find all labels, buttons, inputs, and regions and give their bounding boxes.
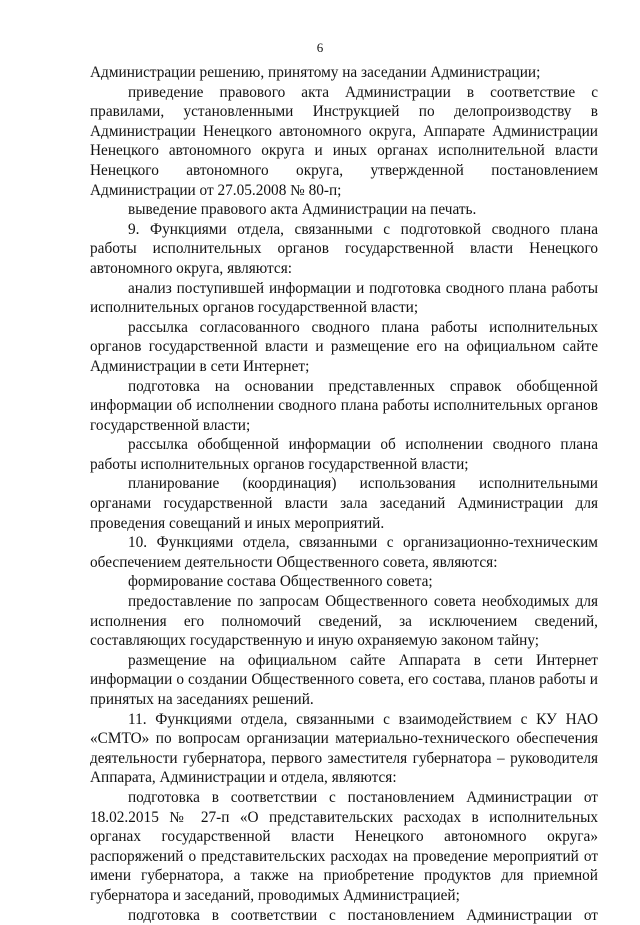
paragraph: рассылка обобщенной информации об исполнении сводного плана работы исполнительных органов государственной власти; — [90, 436, 598, 473]
page-number: 6 — [316, 40, 324, 55]
paragraph: приведение правового акта Администрации в соответствие с правилами, установленными Инструкцией по делопроизводству в Администрации Ненецкого автономного округа, Аппарате Администрации Ненецкого автономного округа и иных органах исполнительной власти Ненецкого автономного округа, утвержденной постановлением Администрации от 27.05.2008 № 80-п; — [90, 83, 598, 199]
paragraph: формирование состава Общественного совета; — [128, 573, 433, 591]
document-body — [90, 63, 598, 925]
paragraph: размещение на официальном сайте Аппарата в сети Интернет информации о создании Общественного совета, его состава, планов работы и принятых на заседаниях решений. — [90, 651, 598, 708]
paragraph: подготовка на основании представленных справок обобщенной информации об исполнении сводного плана работы исполнительных органов государственной власти; — [90, 377, 598, 434]
paragraph: подготовка в соответствии с постановлением Администрации от 18.02.2015 № 27-п «О представительских расходах в исполнительных органах государственной власти Ненецкого автономного округа» распоряжений о представительских расходах на проведение мероприятий от имени губернатора, а также на приобретение продуктов для приемной губернатора и заседаний, проводимых Администрацией; — [90, 788, 598, 904]
paragraph: 10. Функциями отдела, связанными с организационно-техническим обеспечением деятельности Общественного совета, являются: — [90, 534, 598, 571]
paragraph: 11. Функциями отдела, связанными с взаимодействием с КУ НАО «СМТО» по вопросам организации материально-технического обеспечения деятельности губернатора, первого заместителя губернатора – руководителя Аппарата, Администрации и отдела, являются: — [90, 710, 598, 787]
paragraph: анализ поступившей информации и подготовка сводного плана работы исполнительных органов государственной власти; — [90, 279, 598, 317]
paragraph: рассылка согласованного сводного плана работы исполнительных органов государственной власти и размещение его на официальном сайте Администрации в сети Интернет; — [90, 318, 598, 375]
paragraph: планирование (координация) использования исполнительными органами государственной власти зала заседаний Администрации для проведения совещаний и иных мероприятий. — [90, 475, 598, 532]
paragraph: 9. Функциями отдела, связанными с подготовкой сводного плана работы исполнительных органов государственной власти Ненецкого автономного округа, являются: — [90, 220, 598, 277]
paragraph: предоставление по запросам Общественного совета необходимых для исполнения его полномочий сведений, за исключением сведений, составляющих государственную и иную охраняемую законом тайну; — [90, 593, 598, 650]
paragraph: подготовка в соответствии с постановлением Администрации от — [128, 906, 598, 924]
paragraph: Администрации решению, принятому на заседании Администрации; — [90, 64, 541, 81]
paragraph: выведение правового акта Администрации на печать. — [128, 201, 477, 219]
